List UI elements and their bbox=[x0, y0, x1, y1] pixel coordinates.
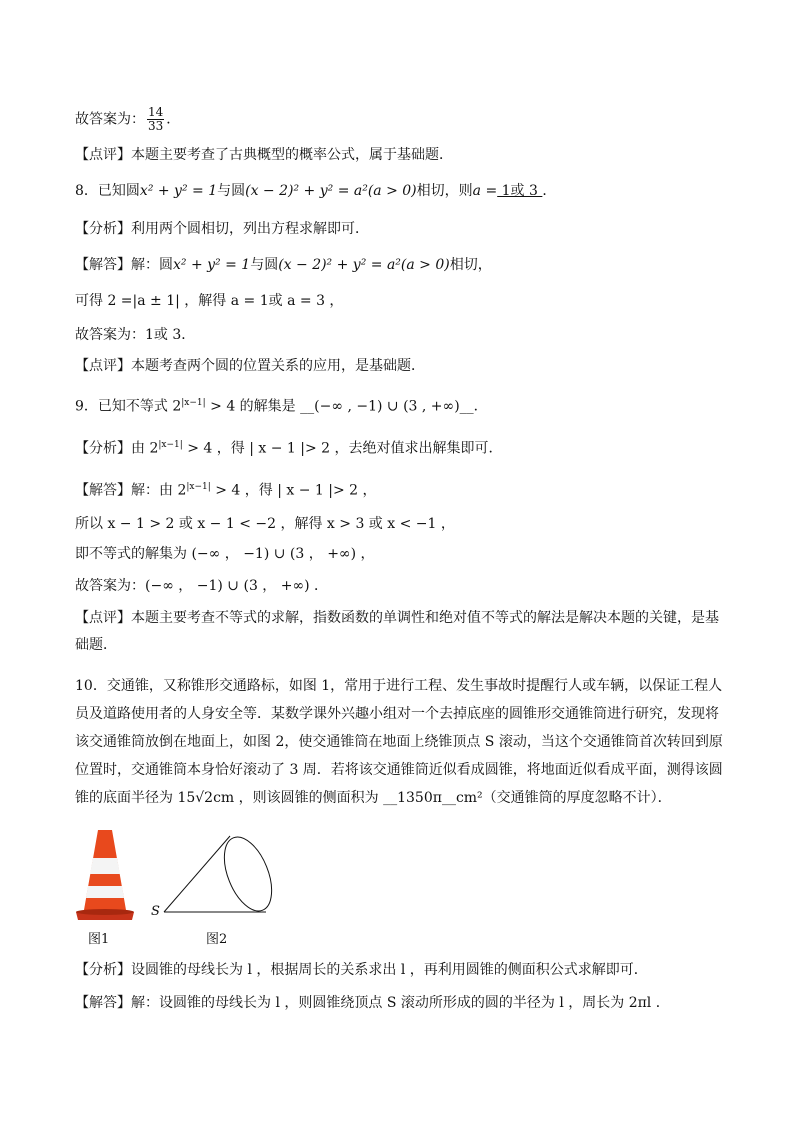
question-8 bbox=[75, 181, 556, 201]
s9-exponent: |x−1| bbox=[186, 482, 211, 492]
q8-equation-2: (x − 2)² + y² = a²(a > 0) bbox=[245, 183, 417, 199]
question-10: 10．交通锥，又称锥形交通路标，如图 1，常用于进行工程、发生事故时提醒行人或车辆，以保证工程人员及道路使用者的人身安全等．某数学课外兴趣小组对一个去掉底座的圆锥形交通锥筒进行研究，发现将该交通锥筒放倒在地面上，如图 2，使交通锥筒在地面上绕锥顶点 S 滚动，当这个交通锥筒首次转回到原位置时，交通锥筒本身恰好滚动了 3 周．若将该交通锥筒近似看成圆锥，将地面近似看成平面，测得该圆锥的底面半径为 15√2cm ，则该圆锥的侧面积为 __1350π__cm²（交通锥筒的厚度忽略不计）． bbox=[75, 678, 723, 806]
a9-rest: > 4 ，得 | x − 1 |> 2 ，去绝对值求出解集即可． bbox=[182, 440, 503, 457]
question-9 bbox=[75, 393, 488, 417]
s8-end: 相切， bbox=[449, 257, 492, 273]
a9-exponent: |x−1| bbox=[158, 440, 183, 450]
q8-equation-1: x² + y² = 1 bbox=[139, 183, 218, 199]
q8-variable: a = bbox=[472, 183, 498, 199]
analysis-10: 【分析】设圆锥的母线长为 l ，根据周长的关系求出 l ，再利用圆锥的侧面积公式求解即可． bbox=[75, 962, 648, 978]
comment-9: 【点评】本题主要考查不等式的求解，指数函数的单调性和绝对值不等式的解法是解决本题的关键，是基础题． bbox=[75, 610, 719, 653]
q8-prefix: 8．已知圆 bbox=[75, 183, 140, 199]
period: ． bbox=[166, 111, 181, 128]
q8-answer: 1或 3 bbox=[497, 183, 543, 199]
comment-7: 【点评】本题主要考查了古典概型的概率公式，属于基础题． bbox=[75, 147, 453, 163]
q9-answer: __(−∞ , −1) ∪ (3 , +∞)__ bbox=[300, 398, 474, 415]
fraction-denominator: 33 bbox=[148, 119, 164, 133]
solution-8-step: 可得 2 =|a ± 1| ，解得 a = 1或 a = 3 ， bbox=[75, 293, 344, 309]
solution-9-step-1: 所以 x − 1 > 2 或 x − 1 < −2 ，解得 x > 3 或 x < −1 ， bbox=[75, 516, 455, 532]
q9-mid: > 4 的解集是 bbox=[205, 398, 301, 415]
s9-rest: > 4 ，得 | x − 1 |> 2 ， bbox=[210, 482, 377, 499]
traffic-cone-figure bbox=[74, 826, 136, 922]
fraction bbox=[147, 106, 164, 133]
a9-prefix: 【分析】由 2 bbox=[75, 440, 159, 457]
solution-8 bbox=[75, 255, 492, 275]
s8-prefix: 【解答】解：圆 bbox=[75, 257, 173, 273]
answer-line-9: 故答案为：(−∞ ， −1) ∪ (3 ， +∞) ． bbox=[75, 578, 329, 594]
analysis-9 bbox=[75, 435, 503, 459]
analysis-8: 【分析】利用两个圆相切，列出方程求解即可． bbox=[75, 221, 369, 237]
s9-prefix: 【解答】解：由 2 bbox=[75, 482, 187, 499]
q9-prefix: 9．已知不等式 2 bbox=[75, 398, 182, 415]
answer-line-7 bbox=[75, 106, 180, 133]
comment-8: 【点评】本题考查两个圆的位置关系的应用，是基础题． bbox=[75, 358, 425, 374]
s8-mid: 与圆 bbox=[250, 257, 279, 273]
q8-mid: 与圆 bbox=[217, 183, 246, 199]
solution-10: 【解答】解：设圆锥的母线长为 l ，则圆锥绕顶点 S 滚动所形成的圆的半径为 l ，周长为 2πl ． bbox=[75, 995, 670, 1011]
solution-9 bbox=[75, 477, 377, 501]
s8-equation-2: (x − 2)² + y² = a²(a > 0) bbox=[278, 257, 450, 273]
figure-2-caption: 图2 bbox=[206, 932, 228, 947]
fraction-numerator: 14 bbox=[148, 105, 164, 119]
answer-label: 故答案为： bbox=[75, 111, 145, 128]
answer-line-8: 故答案为：1或 3． bbox=[75, 327, 196, 343]
figure-1-caption: 图1 bbox=[88, 932, 110, 947]
q8-end: ． bbox=[542, 183, 557, 199]
lying-cone-figure bbox=[150, 830, 282, 922]
q9-exponent: |x−1| bbox=[181, 398, 206, 408]
q9-end: ． bbox=[473, 398, 488, 415]
solution-9-step-2: 即不等式的解集为 (−∞ ， −1) ∪ (3 ， +∞) ， bbox=[75, 546, 375, 562]
vertex-label-s: S bbox=[151, 904, 160, 919]
q8-after: 相切，则 bbox=[416, 183, 473, 199]
s8-equation-1: x² + y² = 1 bbox=[173, 257, 251, 273]
